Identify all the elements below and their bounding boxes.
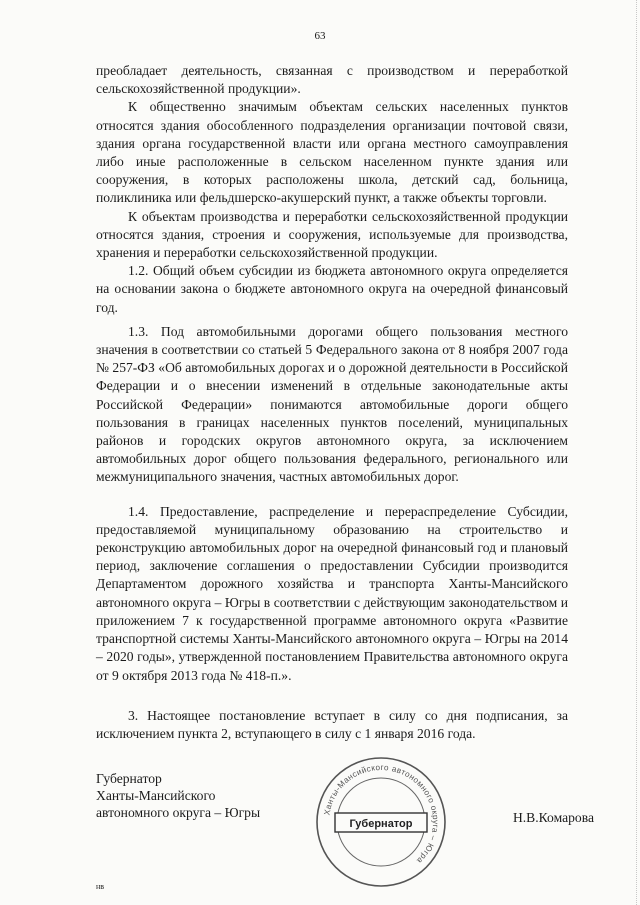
paragraph-1-3: 1.3. Под автомобильными дорогами общего пользования местного значения в соответствии со статьей 5 Федерального закона от 8 ноября 2007 года № 257-ФЗ «Об автомобильных дорогах и о дорожной деятельности в Российской Федерации и о внесении изменений в отдельные законодательные акты Российской Федерации» понимаются автомобильные дороги общего пользования в границах населенных пунктов поселений, муниципальных районов и городских округов автономного округа, за исключением автомобильных дорог общего пользования федерального, регионального или межмуниципального значения, частных автомобильных дорог. — [96, 323, 568, 485]
paragraph-production-objects: К объектам производства и переработки сельскохозяйственной продукции относятся здания, строения и сооружения, используемые для производства, хранения и переработки сельскохозяйственной продукции. — [96, 208, 568, 261]
paragraph-1-4: 1.4. Предоставление, распределение и перераспределение Субсидии, предоставляемой муниципальному образованию на строительство и реконструкцию автомобильных дорог на очередной финансовый год и плановый период, заключение соглашения о предоставлении Субсидии производится Департаментом дорожного хозяйства и транспорта Ханты-Мансийского автономного округа – Югры в соответствии с действующим законодательством и приложением 7 к государственной программе автономного округа «Развитие транспортной системы Ханты-Мансийского автономного округа – Югры на 2014 – 2020 годы», утвержденной постановлением Правительства автономного округа от 9 октября 2013 года № 418-п.». — [96, 503, 568, 683]
document-body — [96, 62, 568, 743]
signer-position-line: Губернатор — [96, 771, 162, 786]
seal-center-text: Губернатор — [349, 818, 413, 830]
signer-position-line: автономного округа – Югры — [96, 805, 261, 820]
signer-position-line: Ханты-Мансийского — [96, 788, 216, 803]
page-number: 63 — [314, 30, 326, 42]
seal-ring-text: Ханты-Мансийского автономного округа – Югра — [322, 762, 441, 866]
page-edge — [633, 0, 637, 905]
official-seal — [314, 755, 448, 889]
signer-name: Н.В.Комарова — [512, 810, 594, 825]
executor-mark: нв — [96, 882, 105, 891]
signature-block — [96, 762, 596, 890]
signer-position — [96, 770, 260, 821]
paragraph-3: 3. Настоящее постановление вступает в силу со дня подписания, за исключением пункта 2, вступающего в силу с 1 января 2016 года. — [96, 707, 568, 741]
paragraph-public-objects: К общественно значимым объектам сельских населенных пунктов относятся здания обособленного подразделения организации почтовой связи, здания органа государственной власти или органа местного самоуправления либо иные расположенные в сельском населенном пункте здания или сооружения, в которых расположены школа, детский сад, больница, поликлиника или фельдшерско-акушерский пункт, а также объекты торговли. — [96, 99, 568, 206]
paragraph-1-2: 1.2. Общий объем субсидии из бюджета автономного округа определяется на основании закона о бюджете автономного округа на очередной финансовый год. — [96, 263, 568, 315]
paragraph-continuation: преобладает деятельность, связанная с производством и переработкой сельскохозяйственной продукции». — [96, 63, 568, 97]
